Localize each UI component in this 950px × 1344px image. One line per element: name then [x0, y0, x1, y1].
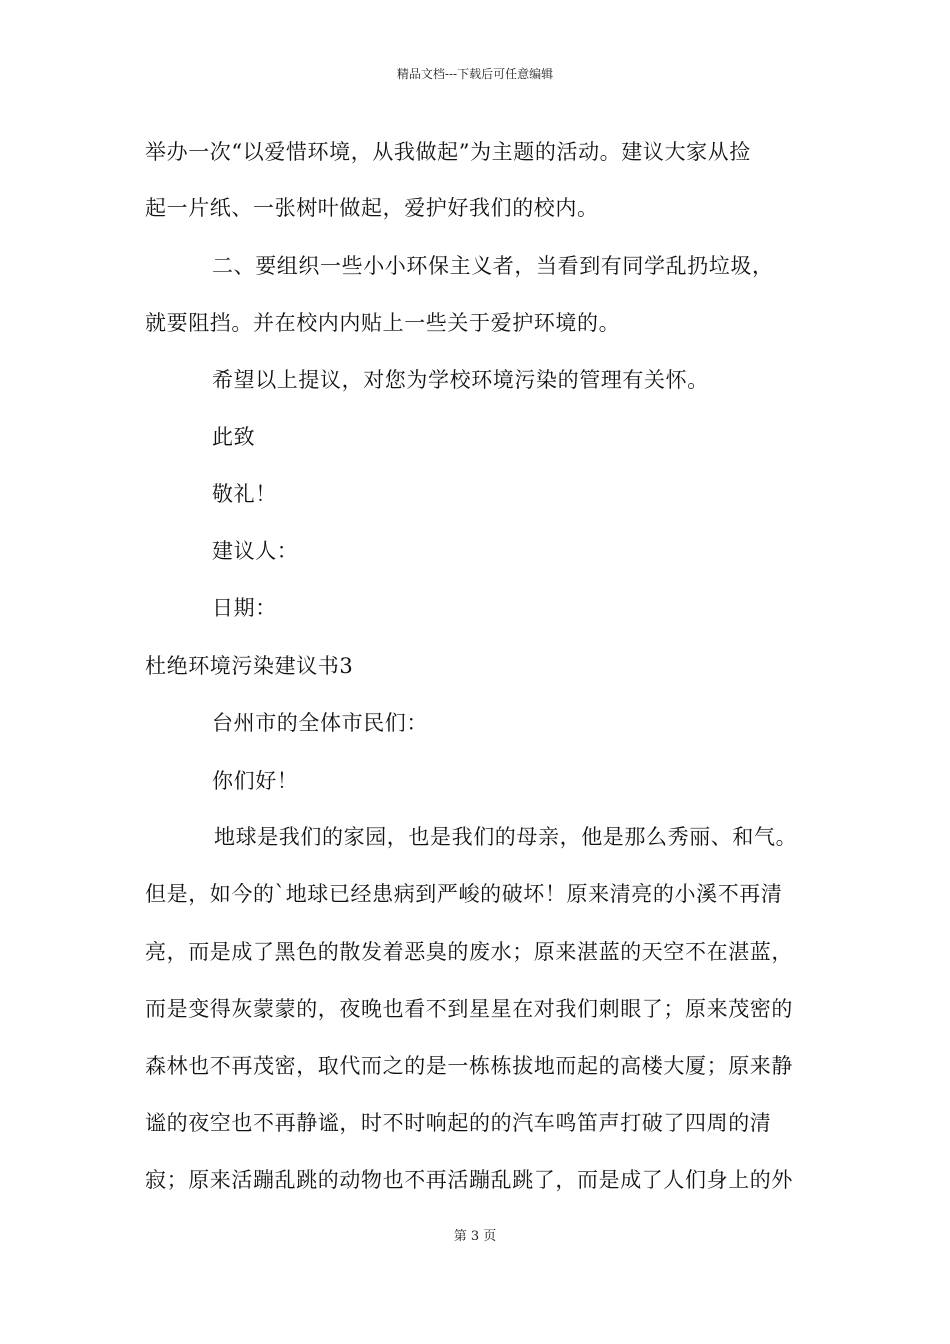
- body-line: 地球是我们的家园，也是我们的母亲，他是那么秀丽、和气。: [214, 825, 798, 849]
- body-line: 但是，如今的`地球已经患病到严峻的破坏！原来清亮的小溪不再清: [145, 882, 783, 906]
- body-line: 森林也不再茂密，取代而之的是一栋栋拔地而起的高楼大厦；原来静: [145, 1054, 793, 1078]
- body-line: 就要阻挡。并在校内内贴上一些关于爱护环境的。: [145, 311, 621, 335]
- greeting: 你们好！: [212, 769, 299, 793]
- body-line: 起一片纸、一张树叶做起，爱护好我们的校内。: [145, 196, 599, 220]
- page-header: 精品文档---下载后可任意编辑: [396, 67, 554, 81]
- closing-salutation: 此致: [212, 425, 256, 449]
- section-title: 杜绝环境污染建议书3: [145, 654, 354, 678]
- closing-respect: 敬礼！: [212, 482, 277, 506]
- body-line: 亮，而是成了黑色的散发着恶臭的废水；原来湛蓝的天空不在湛蓝，: [145, 940, 793, 964]
- body-line: 谧的夜空也不再静谧，时不时响起的的汽车鸣笛声打破了四周的清: [145, 1111, 772, 1135]
- body-line: 而是变得灰蒙蒙的，夜晚也看不到星星在对我们刺眼了；原来茂密的: [145, 997, 793, 1021]
- page-number: 第 3 页: [453, 1229, 497, 1244]
- greeting-recipient: 台州市的全体市民们：: [212, 711, 428, 735]
- body-line: 寂；原来活蹦乱跳的动物也不再活蹦乱跳了，而是成了人们身上的外: [145, 1168, 793, 1192]
- body-line: 希望以上提议，对您为学校环境污染的管理有关怀。: [212, 368, 709, 392]
- date-label: 日期：: [212, 596, 277, 620]
- body-line: 二、要组织一些小小环保主义者，当看到有同学乱扔垃圾，: [212, 254, 774, 278]
- signer-label: 建议人：: [212, 539, 299, 563]
- body-line: 举办一次“以爱惜环境，从我做起”为主题的活动。建议大家从捡: [145, 140, 751, 164]
